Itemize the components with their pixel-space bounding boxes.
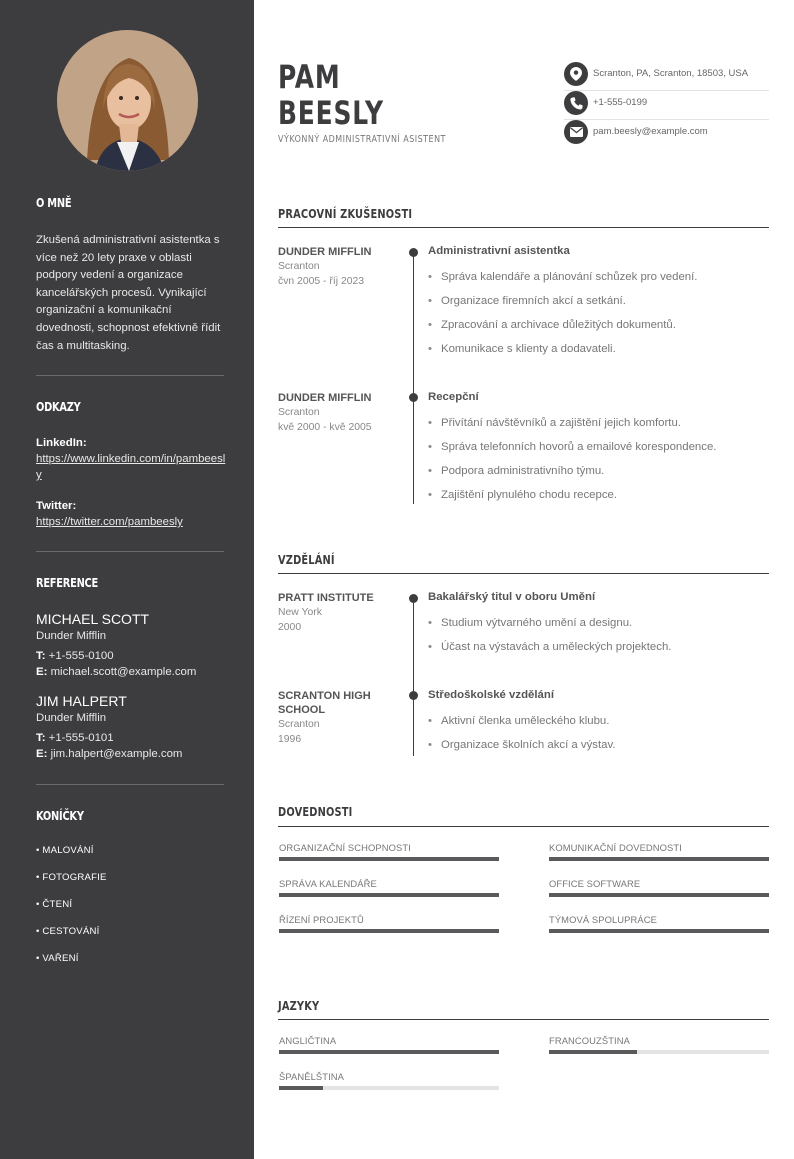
link-label: Twitter: [36, 500, 77, 512]
skill-bar-track [279, 929, 499, 933]
education-location: New York [278, 607, 322, 618]
skill-item [279, 914, 499, 933]
skill-bar-fill [279, 929, 499, 933]
skill-bar-track [279, 857, 499, 861]
language-bar-fill [549, 1050, 637, 1054]
experience-bullet: • Správa kalendáře a plánování schůzek pro vedení. [428, 271, 697, 283]
divider [36, 784, 224, 785]
experience-location: Scranton [278, 407, 320, 418]
experience-company: DUNDER MIFFLIN [278, 246, 372, 258]
education-bullet: • Účast na výstavách a uměleckých projektech. [428, 641, 671, 653]
email-label: E: [36, 666, 48, 678]
hobby-item: • CESTOVÁNÍ [36, 926, 100, 937]
contact-address [564, 62, 769, 91]
experience-role: Administrativní asistentka [428, 245, 570, 257]
contact-email [564, 120, 769, 149]
education-bullet: • Organizace školních akcí a výstav. [428, 739, 616, 751]
about-text: Zkušená administrativní asistentka s více než 20 lety praxe v oblasti podpory vedení a organizace kancelářských procesů. Vynikající organizační a komunikační dovednosti, schopnost efektivně řídit čas a multitasking. [36, 234, 221, 352]
language-item [279, 1071, 499, 1090]
job-title: VÝKONNÝ ADMINISTRATIVNÍ ASISTENT [278, 134, 446, 145]
education-school: PRATT INSTITUTE [278, 592, 374, 604]
education-bullet: • Aktivní členka uměleckého klubu. [428, 715, 609, 727]
skill-label: ORGANIZAČNÍ SCHOPNOSTI [279, 842, 411, 853]
section-rule [278, 227, 769, 228]
phone-text: +1-555-0199 [593, 97, 648, 108]
skill-item [279, 878, 499, 897]
email-text[interactable]: pam.beesly@example.com [593, 126, 708, 137]
section-rule [278, 1019, 769, 1020]
education-title: VZDĚLÁNÍ [278, 553, 335, 567]
address-text: Scranton, PA, Scranton, 18503, USA [593, 68, 749, 79]
skill-item [549, 842, 769, 861]
education-location: Scranton [278, 719, 320, 730]
skill-bar-fill [549, 929, 769, 933]
skills-title: DOVEDNOSTI [278, 805, 353, 819]
skill-bar-track [549, 929, 769, 933]
phone-value: +1-555-0101 [48, 732, 114, 744]
skill-bar-fill [279, 857, 499, 861]
about-title: O MNĚ [36, 196, 72, 210]
last-name: BEESLY [278, 94, 384, 132]
phone-icon [564, 91, 588, 115]
section-rule [278, 826, 769, 827]
hobby-item: • FOTOGRAFIE [36, 872, 107, 883]
education-degree: Středoškolské vzdělání [428, 689, 554, 701]
linkedin-link[interactable]: https://www.linkedin.com/in/pambeesly [36, 453, 226, 481]
contact-phone [564, 91, 769, 120]
experience-location: Scranton [278, 261, 320, 272]
timeline-dot [409, 691, 418, 700]
reference-company: Dunder Mifflin [36, 630, 107, 642]
skill-item [279, 842, 499, 861]
experience-role: Recepční [428, 391, 479, 403]
envelope-icon [564, 120, 588, 144]
references-title: REFERENCE [36, 576, 99, 590]
phone-value: +1-555-0100 [48, 650, 114, 662]
experience-company: DUNDER MIFFLIN [278, 392, 372, 404]
language-label: FRANCOUZŠTINA [549, 1035, 630, 1046]
skill-bar-fill [279, 893, 499, 897]
experience-dates: kvě 2000 - kvě 2005 [278, 422, 372, 433]
education-year: 1996 [278, 734, 302, 745]
language-label: ANGLIČTINA [279, 1035, 337, 1046]
reference-phone [36, 730, 182, 746]
first-name: PAM [278, 58, 341, 96]
education-bullet: • Studium výtvarného umění a designu. [428, 617, 632, 629]
reference-item [36, 692, 182, 762]
link-label: LinkedIn: [36, 437, 87, 449]
experience-bullet: • Komunikace s klienty a dodavateli. [428, 343, 616, 355]
timeline-dot [409, 248, 418, 257]
languages-title: JAZYKY [278, 999, 320, 1013]
language-bar-track [549, 1050, 769, 1054]
language-bar-fill [279, 1086, 323, 1090]
skill-bar-track [549, 893, 769, 897]
education-year: 2000 [278, 622, 302, 633]
link-linkedin [36, 435, 226, 483]
experience-title: PRACOVNÍ ZKUŠENOSTI [278, 207, 413, 221]
location-pin-icon [564, 62, 588, 86]
experience-bullet: • Správa telefonních hovorů a emailové korespondence. [428, 441, 716, 453]
timeline-line [413, 598, 414, 756]
profile-photo [57, 30, 198, 171]
email-label: E: [36, 748, 48, 760]
phone-label: T: [36, 650, 46, 662]
reference-email [36, 746, 182, 762]
timeline-dot [409, 393, 418, 402]
language-item [279, 1035, 499, 1054]
twitter-link[interactable]: https://twitter.com/pambeesly [36, 516, 183, 528]
skill-bar-track [549, 857, 769, 861]
language-bar-track [279, 1086, 499, 1090]
skill-bar-fill [549, 857, 769, 861]
experience-bullet: • Organizace firemních akcí a setkání. [428, 295, 626, 307]
experience-bullet: • Zpracování a archivace důležitých dokumentů. [428, 319, 676, 331]
skill-label: ŘÍZENÍ PROJEKTŮ [279, 914, 364, 925]
reference-email [36, 664, 196, 680]
email-value: jim.halpert@example.com [50, 748, 183, 760]
language-item [549, 1035, 769, 1054]
reference-phone [36, 648, 196, 664]
links-title: ODKAZY [36, 400, 81, 414]
language-label: ŠPANĚLŠTINA [279, 1071, 345, 1082]
sidebar [0, 0, 254, 1159]
skill-label: KOMUNIKAČNÍ DOVEDNOSTI [549, 842, 682, 853]
experience-bullet: • Podpora administrativního týmu. [428, 465, 604, 477]
skill-label: SPRÁVA KALENDÁŘE [279, 878, 377, 889]
hobby-item: • MALOVÁNÍ [36, 845, 94, 856]
skill-item [549, 914, 769, 933]
reference-company: Dunder Mifflin [36, 712, 107, 724]
reference-name: JIM HALPERT [36, 693, 127, 709]
skill-bar-track [279, 893, 499, 897]
experience-bullet: • Přivítání návštěvníků a zajištění jejich komfortu. [428, 417, 681, 429]
hobby-item: • ČTENÍ [36, 899, 73, 910]
divider [36, 375, 224, 376]
hobby-item: • VAŘENÍ [36, 953, 79, 964]
reference-name: MICHAEL SCOTT [36, 611, 150, 627]
skill-label: OFFICE SOFTWARE [549, 878, 641, 889]
language-bar-fill [279, 1050, 499, 1054]
timeline-line [413, 252, 414, 504]
experience-dates: čvn 2005 - říj 2023 [278, 276, 365, 287]
experience-bullet: • Zajištění plynulého chodu recepce. [428, 489, 617, 501]
section-rule [278, 573, 769, 574]
education-degree: Bakalářský titul v oboru Umění [428, 591, 596, 603]
email-value: michael.scott@example.com [50, 666, 197, 678]
reference-item [36, 610, 196, 680]
skill-label: TÝMOVÁ SPOLUPRÁCE [549, 914, 657, 925]
skill-item [549, 878, 769, 897]
skill-bar-fill [549, 893, 769, 897]
divider [36, 551, 224, 552]
link-twitter [36, 498, 226, 530]
language-bar-track [279, 1050, 499, 1054]
education-school: SCRANTON HIGH SCHOOL [278, 690, 371, 716]
timeline-dot [409, 594, 418, 603]
hobbies-title: KONÍČKY [36, 809, 84, 823]
phone-label: T: [36, 732, 46, 744]
